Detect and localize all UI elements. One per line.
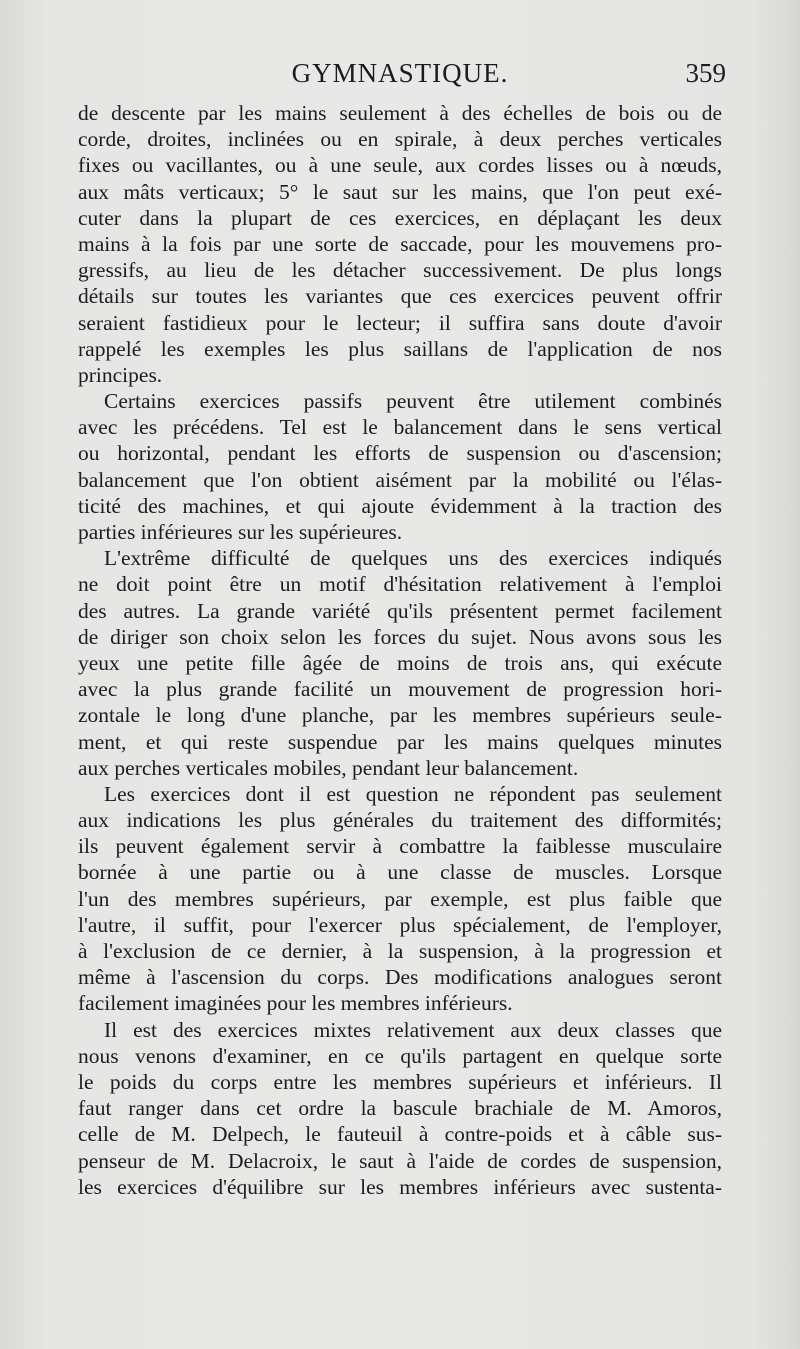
text-line: ne doit point être un motif d'hésitation relativement à l'emploi — [78, 572, 722, 597]
paragraph-first-line: Certains exercices passifs peuvent être utilement combinés — [104, 389, 722, 414]
text-line: facilement imaginées pour les membres inférieurs. — [78, 991, 513, 1016]
text-line: des autres. La grande variété qu'ils présentent permet facilement — [78, 598, 722, 623]
text-line: même à l'ascension du corps. Des modifications analogues seront — [78, 965, 722, 990]
text-line: aux indications les plus générales du traitement des difformités; — [78, 808, 722, 833]
page-number: 359 — [685, 58, 726, 88]
text-line: celle de M. Delpech, le fauteuil à contre-poids et à câble sus- — [78, 1122, 722, 1147]
text-line: l'un des membres supérieurs, par exemple, est plus faible que — [78, 886, 722, 911]
text-line: balancement que l'on obtient aisément par la mobilité ou l'élas- — [78, 467, 722, 492]
text-line: ils peuvent également servir à combattre la faiblesse musculaire — [78, 834, 722, 859]
text-line: mains à la fois par une sorte de saccade, pour les mouvemens pro- — [78, 231, 722, 256]
text-line: aux perches verticales mobiles, pendant leur balancement. — [78, 755, 579, 780]
text-line: le poids du corps entre les membres supérieurs et inférieurs. Il — [78, 1069, 722, 1094]
text-line: avec les précédens. Tel est le balancement dans le sens vertical — [78, 415, 722, 440]
text-line: seraient fastidieux pour le lecteur; il suffira sans doute d'avoir — [78, 310, 722, 335]
text-line: l'autre, il suffit, pour l'exercer plus spécialement, de l'employer, — [78, 912, 722, 937]
text-line: zontale le long d'une planche, par les membres supérieurs seule- — [78, 703, 722, 728]
text-line: gressifs, au lieu de les détacher successivement. De plus longs — [78, 258, 722, 283]
text-line: avec la plus grande facilité un mouvement de progression hori- — [78, 677, 722, 702]
text-line: de diriger son choix selon les forces du sujet. Nous avons sous les — [78, 624, 722, 649]
text-line: fixes ou vacillantes, ou à une seule, aux cordes lisses ou à nœuds, — [78, 153, 722, 178]
text-line: les exercices d'équilibre sur les membres inférieurs avec sustenta- — [78, 1174, 722, 1199]
page-header — [78, 58, 726, 98]
text-line: nous venons d'examiner, en ce qu'ils partagent en quelque sorte — [78, 1043, 722, 1068]
text-line: faut ranger dans cet ordre la bascule brachiale de M. Amoros, — [78, 1096, 722, 1121]
paragraph-first-line: Les exercices dont il est question ne répondent pas seulement — [104, 781, 722, 806]
text-line: ment, et qui reste suspendue par les mains quelques minutes — [78, 729, 722, 754]
text-line: penseur de M. Delacroix, le saut à l'aide de cordes de suspension, — [78, 1148, 722, 1173]
text-line: de descente par les mains seulement à des échelles de bois ou de — [78, 101, 722, 125]
text-line: bornée à une partie ou à une classe de muscles. Lorsque — [78, 860, 722, 885]
text-line: à l'exclusion de ce dernier, à la suspension, à la progression et — [78, 939, 722, 963]
text-line: ticité des machines, et qui ajoute évidemment à la traction des — [78, 493, 722, 518]
text-line: détails sur toutes les variantes que ces exercices peuvent offrir — [78, 284, 722, 309]
text-line: rappelé les exemples les plus saillans de l'application de nos — [78, 336, 722, 361]
text-line: yeux une petite fille âgée de moins de trois ans, qui exécute — [78, 650, 722, 675]
running-title: GYMNASTIQUE. — [291, 58, 509, 88]
text-line: cuter dans la plupart de ces exercices, en déplaçant les deux — [78, 205, 722, 230]
text-line: aux mâts verticaux; 5° le saut sur les mains, que l'on peut exé- — [78, 179, 722, 204]
text-line: principes. — [78, 362, 163, 387]
text-line: ou horizontal, pendant les efforts de suspension ou d'ascension; — [78, 441, 722, 466]
text-line: corde, droites, inclinées ou en spirale, à deux perches verticales — [78, 127, 722, 152]
paragraph-first-line: L'extrême difficulté de quelques uns des exercices indiqués — [104, 546, 722, 571]
paragraph-first-line: Il est des exercices mixtes relativement aux deux classes que — [104, 1017, 722, 1042]
body-text — [78, 100, 722, 1200]
text-line: parties inférieures sur les supérieures. — [78, 520, 403, 544]
